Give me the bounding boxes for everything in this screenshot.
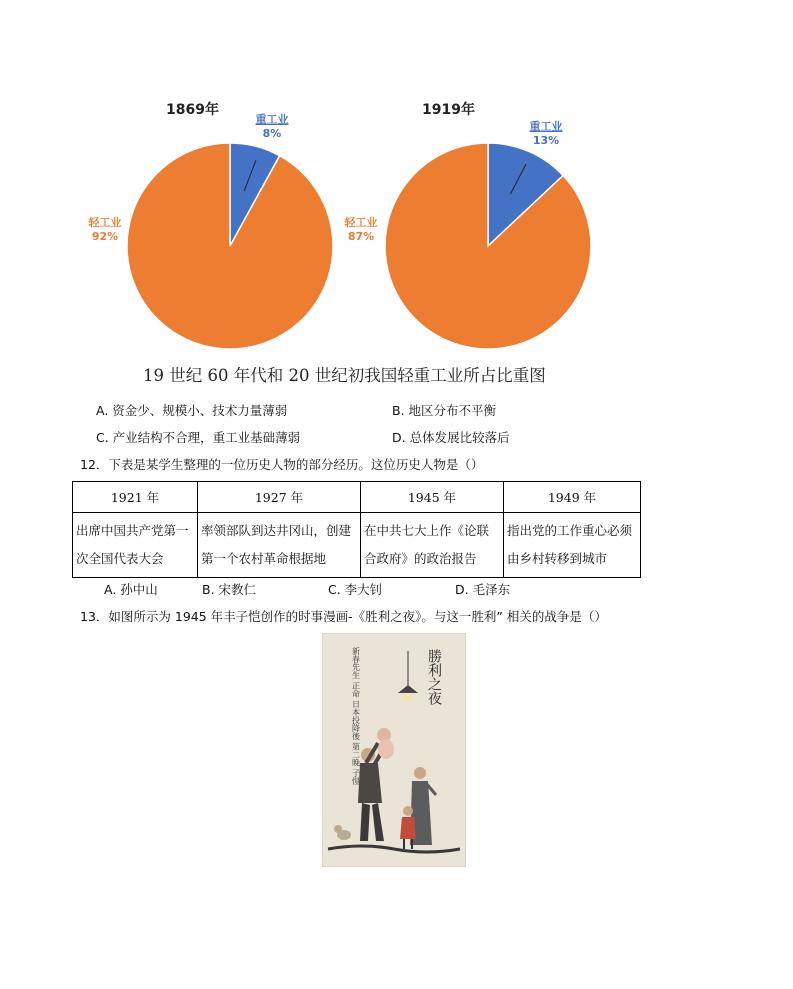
chart-title-1869: 1869年 <box>166 102 219 118</box>
table-cell: 出席中国共产党第一次全国代表大会 <box>73 513 198 578</box>
table-cell: 率领部队到达井冈山，创建第一个农村革命根据地 <box>198 513 361 578</box>
q12-option-b: B. 宋教仁 <box>202 582 257 597</box>
light-industry-label-1919: 轻工业 87% <box>344 216 378 243</box>
history-table <box>72 481 641 578</box>
table-header: 1927 年 <box>198 482 361 513</box>
q12-option-a: A. 孙中山 <box>104 582 158 597</box>
table-header: 1949 年 <box>504 482 641 513</box>
pie-slice-light-industry <box>127 143 333 349</box>
light-industry-label-1869: 轻工业 92% <box>88 216 122 243</box>
q12-option-c: C. 李大钊 <box>328 582 383 597</box>
heavy-industry-label-1869: 重工业 8% <box>255 113 289 140</box>
cartoon-illustration <box>322 633 466 867</box>
heavy-industry-label-1919: 重工业 13% <box>529 120 563 147</box>
table-header: 1945 年 <box>361 482 504 513</box>
table-cell: 在中共七大上作《论联合政府》的政治报告 <box>361 513 504 578</box>
table-header-row <box>73 482 641 513</box>
table-cell: 指出党的工作重心必须由乡村转移到城市 <box>504 513 641 578</box>
chart-title-1919: 1919年 <box>422 102 475 118</box>
q11-option-c: C. 产业结构不合理，重工业基础薄弱 <box>96 430 301 445</box>
q12-option-d: D. 毛泽东 <box>455 582 511 597</box>
question-12: 12．下表是某学生整理的一位历史人物的部分经历。这位历史人物是（） <box>80 457 484 472</box>
pie-chart-1869 <box>120 136 340 356</box>
table-row <box>73 513 641 578</box>
question-13: 13．如图所示为 1945 年丰子恺创作的时事漫画-《胜利之夜》。与这一胜利” 相关的战争是（） <box>80 609 607 624</box>
pie-chart-1919 <box>378 136 598 356</box>
q11-option-d: D. 总体发展比较落后 <box>392 430 510 445</box>
table-header: 1921 年 <box>73 482 198 513</box>
figure-caption: 19 世纪 60 年代和 20 世纪初我国轻重工业所占比重图 <box>143 366 546 385</box>
q11-option-a: A. 资金少、规模小、技术力量薄弱 <box>96 403 288 418</box>
cartoon-inscription: 新春先生 正命 日本投降後 第二晚 子愷 <box>351 647 361 786</box>
q11-option-b: B. 地区分布不平衡 <box>392 403 497 418</box>
victory-night-cartoon <box>322 633 466 867</box>
cartoon-title: 勝利之夜 <box>426 649 442 705</box>
